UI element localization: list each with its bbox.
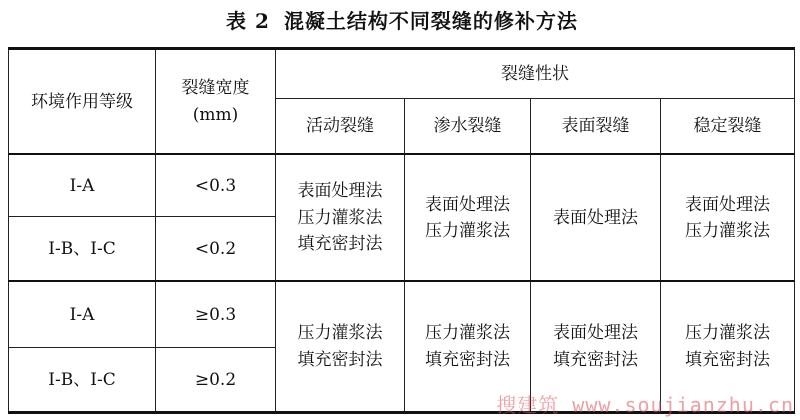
header-crack-width-label: 裂缝宽度 — [181, 78, 250, 99]
method-text: 压力灌浆法 — [685, 323, 770, 344]
env-level-cell: Ⅰ-A — [9, 281, 156, 348]
repair-methods-table — [8, 47, 795, 414]
header-type-stable: 稳定裂缝 — [661, 99, 795, 154]
method-text: 填充密封法 — [425, 349, 510, 370]
method-text: 压力灌浆法 — [425, 220, 510, 241]
method-cell-seepage — [405, 154, 531, 281]
method-text: 填充密封法 — [553, 349, 638, 370]
table-title — [0, 4, 800, 38]
method-text: 压力灌浆法 — [297, 207, 383, 228]
env-level-cell: Ⅰ-B、Ⅰ-C — [9, 348, 156, 413]
header-crack-width — [156, 49, 276, 155]
header-type-seepage: 渗水裂缝 — [405, 99, 531, 154]
header-env-level: 环境作用等级 — [9, 49, 156, 155]
method-text: 表面处理法 — [425, 194, 510, 215]
header-type-active: 活动裂缝 — [276, 99, 405, 154]
method-text: 填充密封法 — [297, 349, 383, 370]
method-text: 压力灌浆法 — [425, 323, 510, 344]
method-text: 表面处理法 — [553, 207, 638, 228]
crack-width-cell: <0.2 — [156, 217, 276, 282]
site-watermark: 搜建筑 www.soujianzhu.cn — [496, 393, 794, 417]
crack-width-cell: ≥0.3 — [156, 281, 276, 348]
method-cell-active — [276, 281, 405, 412]
header-row-top — [9, 49, 795, 99]
crack-width-cell: ≥0.2 — [156, 348, 276, 413]
method-cell-active — [276, 154, 405, 281]
method-text: 压力灌浆法 — [297, 323, 383, 344]
table-number: 表 2 — [226, 9, 270, 33]
env-level-cell: Ⅰ-B、Ⅰ-C — [9, 217, 156, 282]
table-row — [9, 281, 795, 348]
table-row — [9, 154, 795, 217]
method-text: 表面处理法 — [685, 194, 770, 215]
header-type-surface: 表面裂缝 — [531, 99, 661, 154]
method-text: 表面处理法 — [297, 181, 383, 202]
table-caption: 混凝土结构不同裂缝的修补方法 — [283, 9, 578, 33]
method-text: 压力灌浆法 — [685, 220, 770, 241]
crack-width-cell: <0.3 — [156, 154, 276, 217]
method-cell-stable — [661, 154, 795, 281]
header-crack-width-unit: (mm) — [192, 104, 239, 125]
method-cell-surface — [531, 154, 661, 281]
method-text: 表面处理法 — [553, 323, 638, 344]
header-crack-property: 裂缝性状 — [276, 49, 795, 99]
env-level-cell: Ⅰ-A — [9, 154, 156, 217]
method-text: 填充密封法 — [297, 234, 383, 255]
method-text: 填充密封法 — [685, 349, 770, 370]
